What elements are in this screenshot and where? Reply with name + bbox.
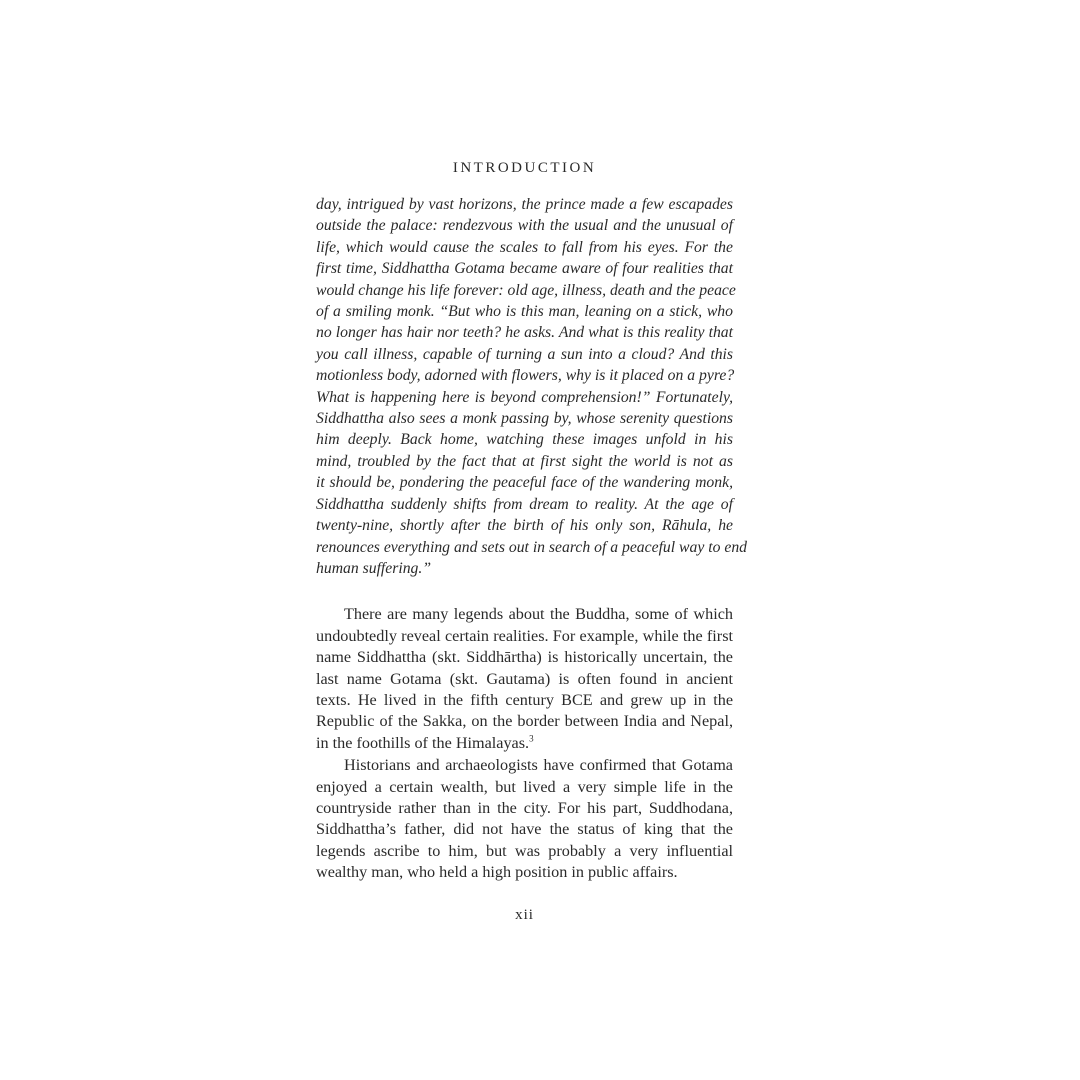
paragraph-line: Historians and archaeologists have confirmed that Gotama — [344, 756, 733, 775]
footnote-marker[interactable]: 3 — [529, 733, 534, 744]
quote-line: What is happening here is beyond comprehension!” Fortunately, — [316, 388, 733, 406]
quote-line: renounces everything and sets out in search of a peaceful way to end — [316, 538, 748, 556]
paragraph-line: legends ascribe to him, but was probably a very influential — [316, 841, 733, 860]
paragraph-line: undoubtedly reveal certain realities. For example, while the first — [316, 626, 733, 645]
paragraph-line: countryside rather than in the city. For his part, Suddhodana, — [316, 798, 733, 817]
quote-line: it should be, pondering the peaceful face of the wandering monk, — [316, 474, 733, 492]
quote-line: would change his life forever: old age, illness, death and the peace — [316, 281, 736, 299]
paragraph-line: Siddhattha’s father, did not have the status of king that the — [316, 820, 733, 839]
quote-line: life, which would cause the scales to fall from his eyes. For the — [316, 238, 733, 256]
quote-line: mind, troubled by the fact that at first sight the world is not as — [316, 452, 733, 470]
quote-line: human suffering.” — [316, 559, 432, 577]
page-number: xii — [515, 907, 534, 923]
running-head: INTRODUCTION — [452, 160, 597, 176]
quote-line: day, intrigued by vast horizons, the prince made a few escapades — [316, 196, 733, 213]
quote-line: you call illness, capable of turning a sun into a cloud? And this — [316, 345, 733, 363]
paragraph-line: name Siddhattha (skt. Siddhārtha) is historically uncertain, the — [316, 648, 733, 667]
quote-line: Siddhattha also sees a monk passing by, whose serenity questions — [316, 410, 733, 428]
quote-line: outside the palace: rendezvous with the usual and the unusual of — [316, 217, 733, 235]
paragraph-line: There are many legends about the Buddha, some of which — [344, 605, 733, 624]
paragraph-line-text: in the foothills of the Himalayas. — [316, 733, 530, 752]
quote-line: twenty-nine, shortly after the birth of his only son, Rāhula, he — [316, 517, 733, 535]
paragraph-line: texts. He lived in the fifth century BCE and grew up in the — [316, 690, 733, 709]
paragraph-line: Republic of the Sakka, on the border between India and Nepal, — [316, 712, 733, 731]
page-text-block — [316, 150, 748, 884]
paragraph-line: last name Gotama (skt. Gautama) is often found in ancient — [316, 669, 733, 688]
quote-line: first time, Siddhattha Gotama became aware of four realities that — [316, 260, 733, 278]
paragraph-line: wealthy man, who held a high position in public affairs. — [316, 863, 678, 882]
body-paragraph-1 — [316, 604, 733, 754]
quoted-passage — [316, 194, 748, 579]
quote-line: motionless body, adorned with flowers, why is it placed on a pyre? — [316, 367, 735, 385]
body-paragraph-2 — [316, 755, 733, 883]
paragraph-line-with-footnote — [316, 733, 733, 754]
paragraph-line: enjoyed a certain wealth, but lived a very simple life in the — [316, 777, 733, 796]
quote-line: no longer has hair nor teeth? he asks. And what is this reality that — [316, 324, 733, 342]
quote-line: of a smiling monk. “But who is this man, leaning on a stick, who — [316, 303, 733, 321]
quote-line: Siddhattha suddenly shifts from dream to reality. At the age of — [316, 495, 733, 513]
quote-line: him deeply. Back home, watching these images unfold in his — [316, 431, 733, 449]
